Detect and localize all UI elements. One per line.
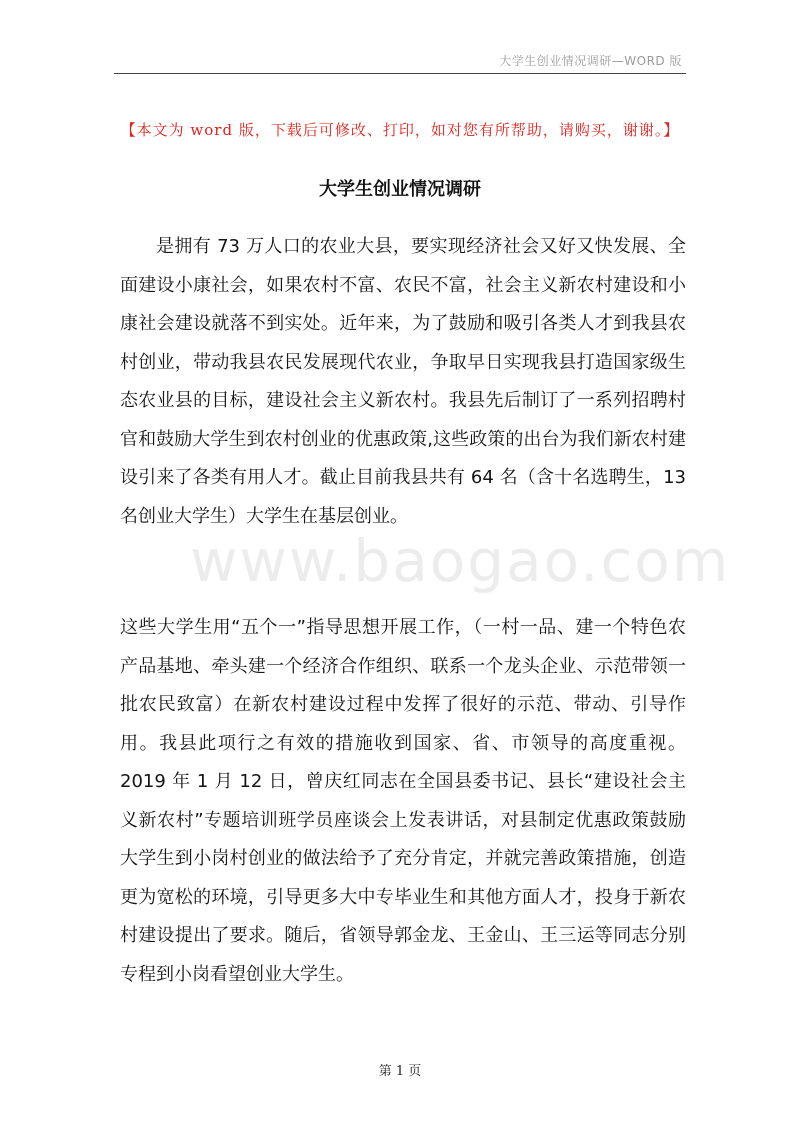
document-title: 大学生创业情况调研 [319, 179, 481, 200]
watermark: www.baogao.com [190, 527, 731, 595]
download-notice: 【本文为 word 版，下载后可修改、打印，如对您有所帮助，请购买，谢谢。】 [120, 121, 680, 139]
body-paragraph-2: 这些大学生用“五个一”指导思想开展工作，（一村一品、建一个特色农产品基地、牵头建一个经济合作组织、联系一个龙头企业、示范带领一批农民致富）在新农村建设过程中发挥了很好的示范、带动、引导作用。我县此项行之有效的措施收到国家、省、市领导的高度重视。2019 年 1 月 12 日，曾庆红同志在全国县委书记、县长“建设社会主义新农村”专题培训班学员座谈会上发表讲话，对县制定优惠政策鼓励大学生到小岗村创业的做法给予了充分肯定，并就完善政策措施，创造更为宽松的环境，引导更多大中专毕业生和其他方面人才，投身于新农村建设提出了要求。随后，省领导郭金龙、王金山、王三运等同志分别专程到小岗看望创业大学生。 [120, 617, 686, 985]
page-number: 第 1 页 [378, 1064, 422, 1079]
body-paragraph-1: 是拥有 73 万人口的农业大县，要实现经济社会又好又快发展、全面建设小康社会，如果农村不富、农民不富，社会主义新农村建设和小康社会建设就落不到实处。近年来，为了鼓励和吸引各类人才到我县农村创业，带动我县农民发展现代农业，争取早日实现我县打造国家级生态农业县的目标，建设社会主义新农村。我县先后制订了一系列招聘村官和鼓励大学生到农村创业的优惠政策,这些政策的出台为我们新农村建设引来了各类有用人才。截止目前我县共有 64 名（含十名选聘生，13 名创业大学生）大学生在基层创业。 [120, 236, 686, 527]
running-header: 大学生创业情况调研—WORD 版 [499, 54, 682, 68]
header-divider [114, 73, 686, 74]
